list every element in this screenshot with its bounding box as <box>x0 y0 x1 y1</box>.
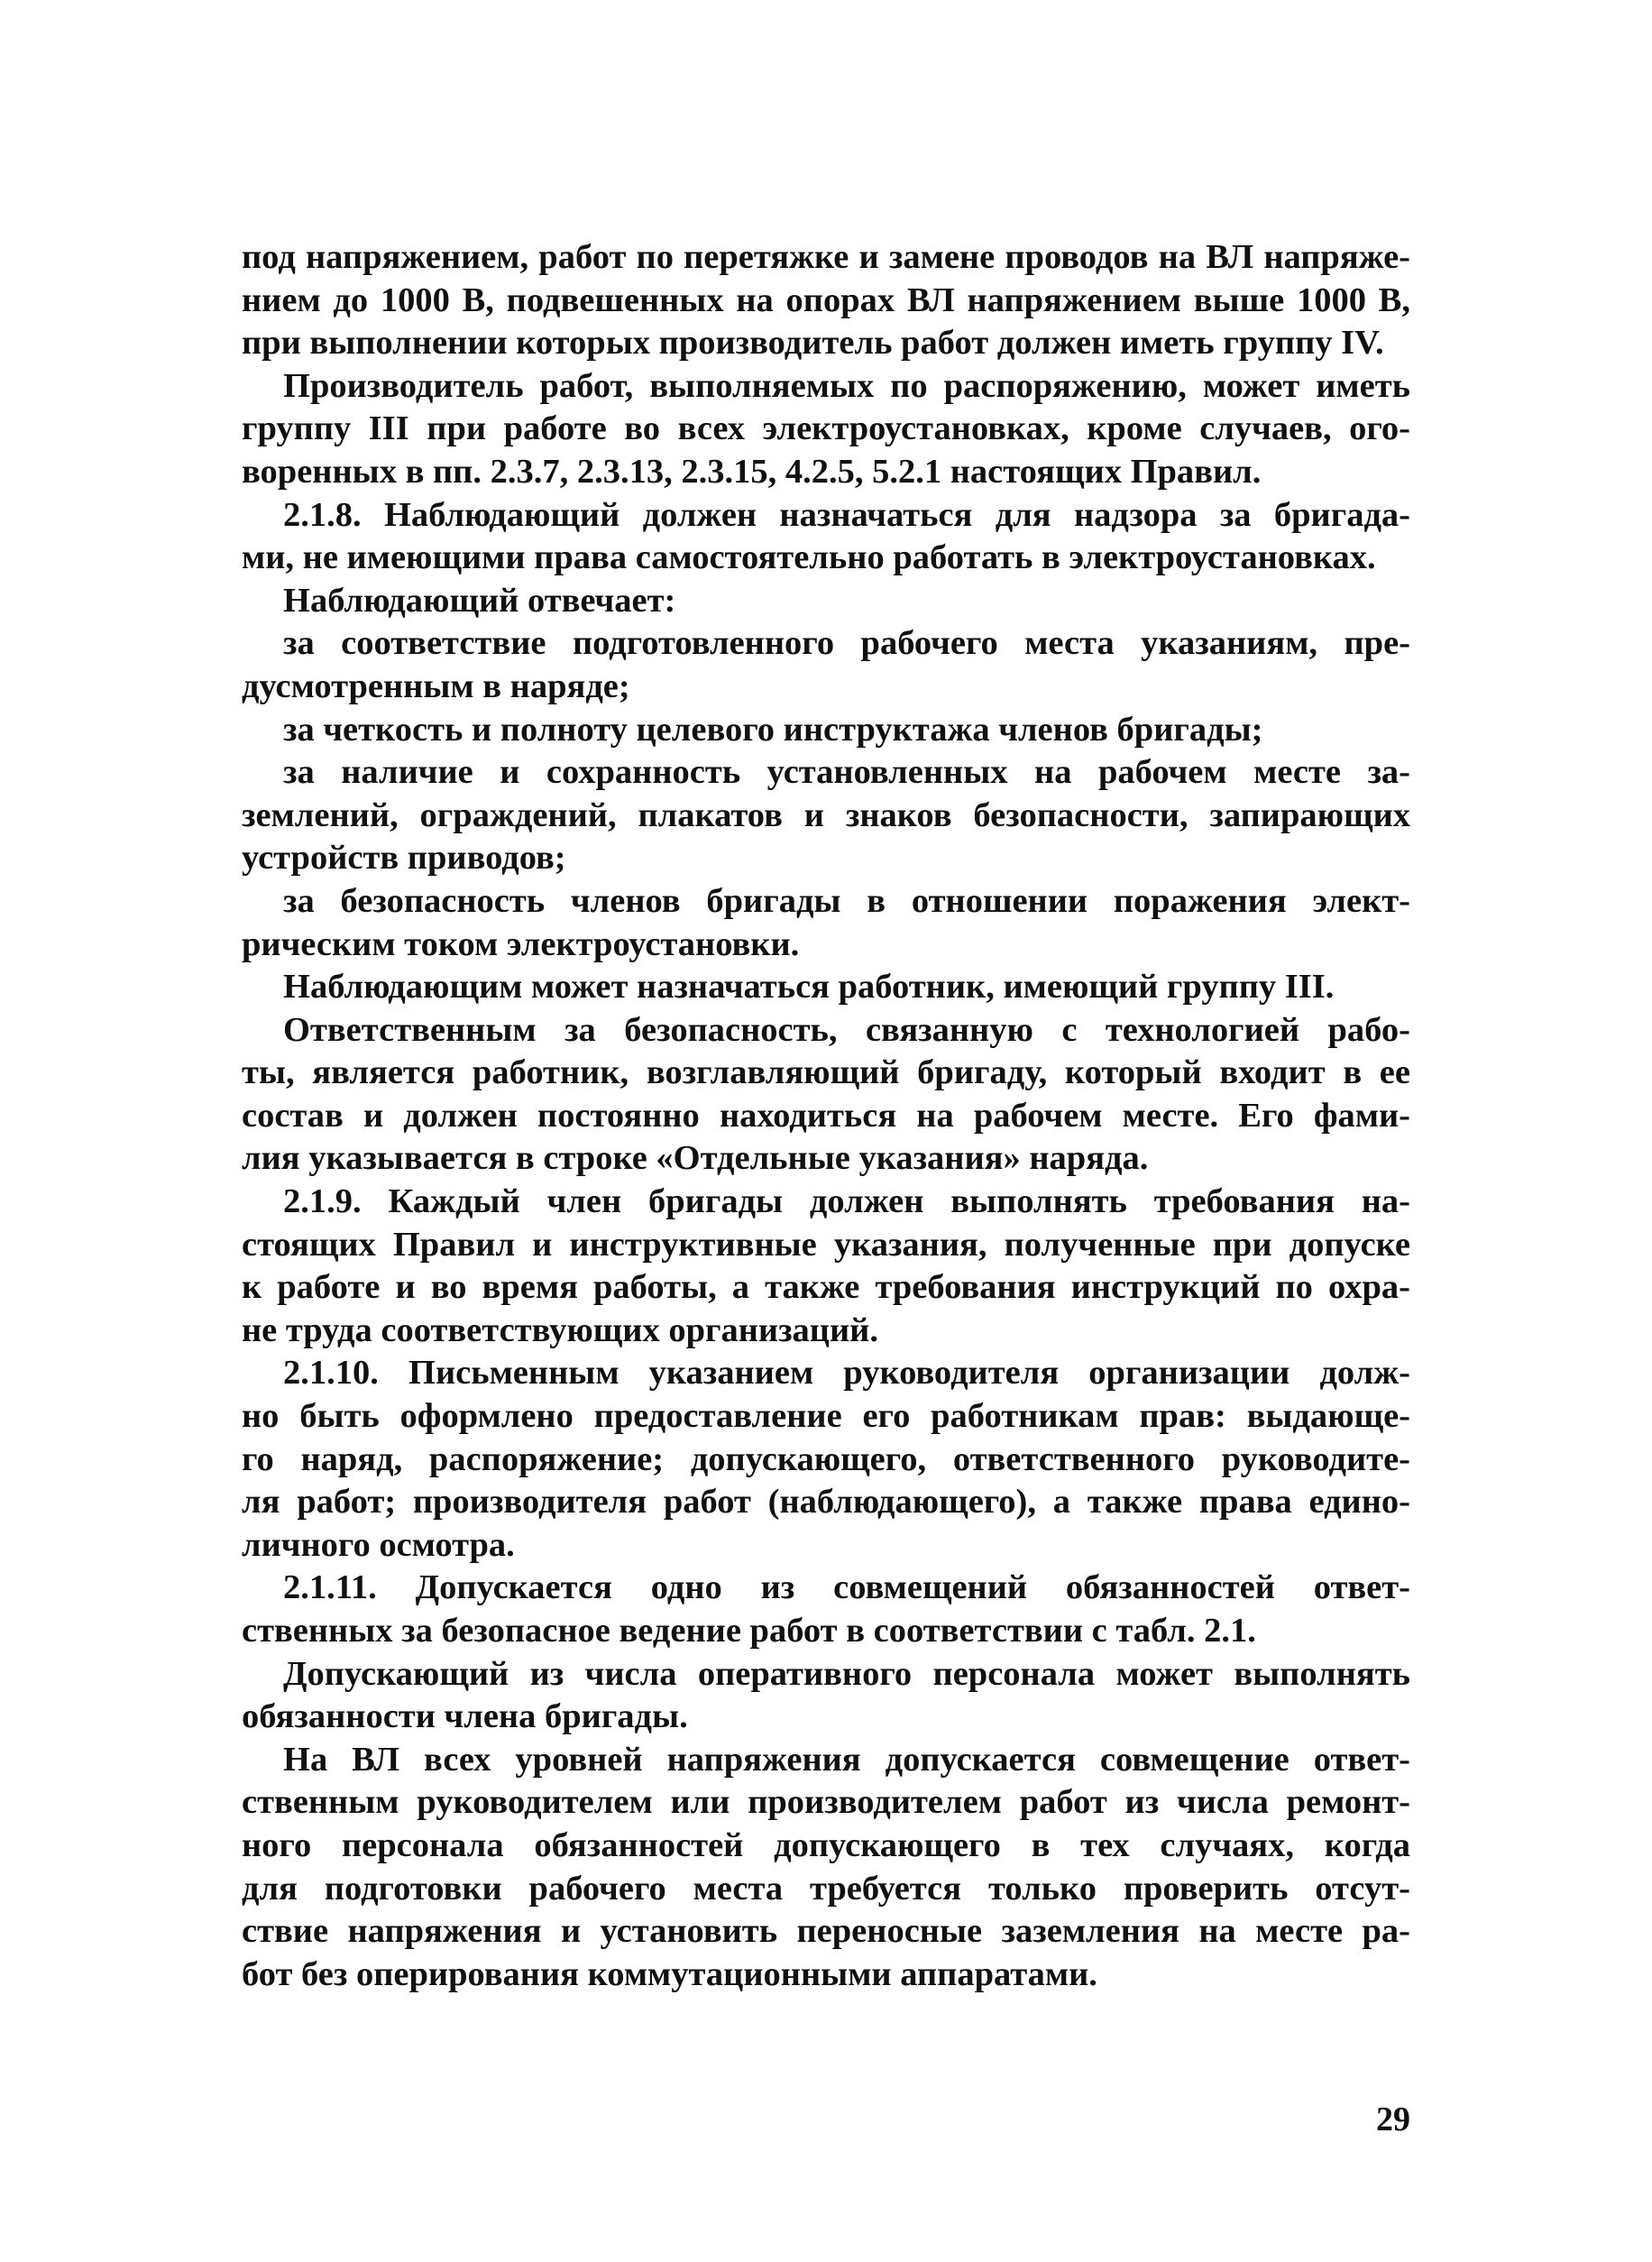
text-line <box>242 966 1410 1009</box>
line-text: за наличие и сохранность установленных на рабочем месте за- <box>283 753 1410 792</box>
text-line <box>242 1181 1410 1224</box>
text-line <box>242 709 1410 752</box>
line-text: за соответствие подготовленного рабочего места указаниям, пре- <box>283 624 1410 663</box>
line-text: Наблюдающим может назначаться работник, имеющий группу III. <box>283 968 1335 1007</box>
line-text: Письменным указанием руководителя организации долж- <box>378 1354 1410 1393</box>
text-line <box>242 494 1410 538</box>
line-text: дусмотренным в наряде; <box>242 667 630 705</box>
line-text: Допускающий из числа оперативного персонала может выполнять <box>283 1654 1410 1693</box>
text-line <box>242 837 1410 880</box>
line-text: На ВЛ всех уровней напряжения допускается совмещение ответ- <box>283 1740 1410 1779</box>
line-text: Допускается одно из совмещений обязанностей ответ- <box>376 1568 1410 1607</box>
paragraph <box>242 1352 1410 1567</box>
text-line <box>242 622 1410 666</box>
section-number: 2.1.9. <box>283 1182 362 1221</box>
text-line <box>242 280 1410 323</box>
text-line <box>242 1310 1410 1353</box>
line-text: группу III при работе во всех электроустановках, кроме случаев, ого- <box>242 409 1410 448</box>
line-text: обязанности члена бригады. <box>242 1697 688 1736</box>
line-text: землений, ограждений, плакатов и знаков безопасности, запирающих <box>242 795 1410 834</box>
line-text: к работе и во время работы, а также требования инструкций по охра- <box>242 1268 1410 1307</box>
text-line <box>242 1653 1410 1696</box>
text-line <box>242 1266 1410 1310</box>
line-text: Каждый член бригады должен выполнять требования на- <box>361 1182 1410 1221</box>
line-text: нием до 1000 В, подвешенных на опорах ВЛ напряжением выше 1000 В, <box>242 280 1410 319</box>
line-text: ственным руководителем или производителем работ из числа ремонт- <box>242 1783 1410 1822</box>
text-line <box>242 365 1410 409</box>
text-line <box>242 1910 1410 1954</box>
text-line <box>242 1439 1410 1482</box>
text-line <box>242 880 1410 924</box>
line-text: не труда соответствующих организаций. <box>242 1310 878 1349</box>
line-text: ного персонала обязанностей допускающего в тех случаях, когда <box>242 1825 1410 1864</box>
section-number: 2.1.11. <box>283 1568 377 1607</box>
line-text: под напряжением, работ по перетяжке и замене проводов на ВЛ напряже- <box>242 238 1410 276</box>
text-line <box>242 1739 1410 1782</box>
line-text: стоящих Правил и инструктивные указания, полученные при допуске <box>242 1225 1410 1264</box>
paragraph <box>242 880 1410 966</box>
paragraph <box>242 709 1410 752</box>
text-line <box>242 1781 1410 1825</box>
line-text: бот без оперирования коммутационными аппаратами. <box>242 1954 1097 1993</box>
line-text: состав и должен постоянно находиться на рабочем месте. Его фами- <box>242 1096 1410 1135</box>
line-text: Наблюдающий должен назначаться для надзора за бригада- <box>361 495 1410 534</box>
text-line <box>242 1224 1410 1267</box>
line-text: Производитель работ, выполняемых по распоряжению, может иметь <box>283 366 1410 405</box>
line-text: ственных за безопасное ведение работ в соответствии с табл. 2.1. <box>242 1612 1256 1650</box>
text-line <box>242 1825 1410 1868</box>
paragraph <box>242 1181 1410 1352</box>
line-text: устройств приводов; <box>242 839 566 878</box>
paragraph <box>242 966 1410 1009</box>
text-line <box>242 1567 1410 1610</box>
line-text: ми, не имеющими права самостоятельно работать в электроустановках. <box>242 538 1376 577</box>
body-text <box>242 236 1410 1996</box>
line-text: ствие напряжения и установить переносные заземления на месте ра- <box>242 1912 1410 1951</box>
text-line <box>242 1481 1410 1524</box>
paragraph <box>242 751 1410 880</box>
paragraph <box>242 1653 1410 1739</box>
text-line <box>242 924 1410 967</box>
line-text: ты, является работник, возглавляющий бригаду, который входит в ее <box>242 1053 1410 1092</box>
line-text: рическим током электроустановки. <box>242 924 800 963</box>
line-text: за четкость и полноту целевого инструктажа членов бригады; <box>283 710 1263 749</box>
section-number: 2.1.10. <box>283 1354 379 1393</box>
text-line <box>242 580 1410 623</box>
paragraph <box>242 494 1410 580</box>
line-text: го наряд, распоряжение; допускающего, ответственного руководите- <box>242 1439 1410 1478</box>
text-line <box>242 451 1410 494</box>
text-line <box>242 322 1410 365</box>
line-text: личного осмотра. <box>242 1525 515 1564</box>
text-line <box>242 537 1410 580</box>
text-line <box>242 1095 1410 1138</box>
paragraph <box>242 236 1410 365</box>
text-line <box>242 1696 1410 1739</box>
text-line <box>242 666 1410 709</box>
text-line <box>242 1009 1410 1053</box>
paragraph <box>242 365 1410 494</box>
text-line <box>242 1954 1410 1997</box>
text-line <box>242 236 1410 280</box>
line-text: при выполнении которых производитель работ должен иметь группу IV. <box>242 324 1384 363</box>
paragraph <box>242 1739 1410 1997</box>
text-line <box>242 1395 1410 1439</box>
text-line <box>242 751 1410 795</box>
line-text: для подготовки рабочего места требуется только проверить отсут- <box>242 1869 1410 1908</box>
line-text: лия указывается в строке «Отдельные указания» наряда. <box>242 1139 1149 1178</box>
paragraph <box>242 622 1410 708</box>
line-text: за безопасность членов бригады в отношении поражения элект- <box>283 881 1410 920</box>
section-number: 2.1.8. <box>283 495 362 534</box>
text-line <box>242 1868 1410 1911</box>
text-line <box>242 1052 1410 1095</box>
line-text: Наблюдающий отвечает: <box>283 581 676 620</box>
line-text: но быть оформлено предоставление его работникам прав: выдающе- <box>242 1397 1410 1436</box>
paragraph <box>242 1567 1410 1652</box>
line-text: воренных в пп. 2.3.7, 2.3.13, 2.3.15, 4.2.5, 5.2.1 настоящих Правил. <box>242 452 1262 491</box>
text-line <box>242 1352 1410 1395</box>
text-line <box>242 408 1410 451</box>
line-text: Ответственным за безопасность, связанную с технологией рабо- <box>283 1010 1410 1049</box>
text-line <box>242 795 1410 838</box>
text-line <box>242 1524 1410 1568</box>
page-number: 29 <box>1376 2101 1410 2138</box>
paragraph <box>242 580 1410 623</box>
text-line <box>242 1137 1410 1181</box>
line-text: ля работ; производителя работ (наблюдающего), а также права едино- <box>242 1483 1410 1522</box>
paragraph <box>242 1009 1410 1181</box>
text-line <box>242 1610 1410 1653</box>
